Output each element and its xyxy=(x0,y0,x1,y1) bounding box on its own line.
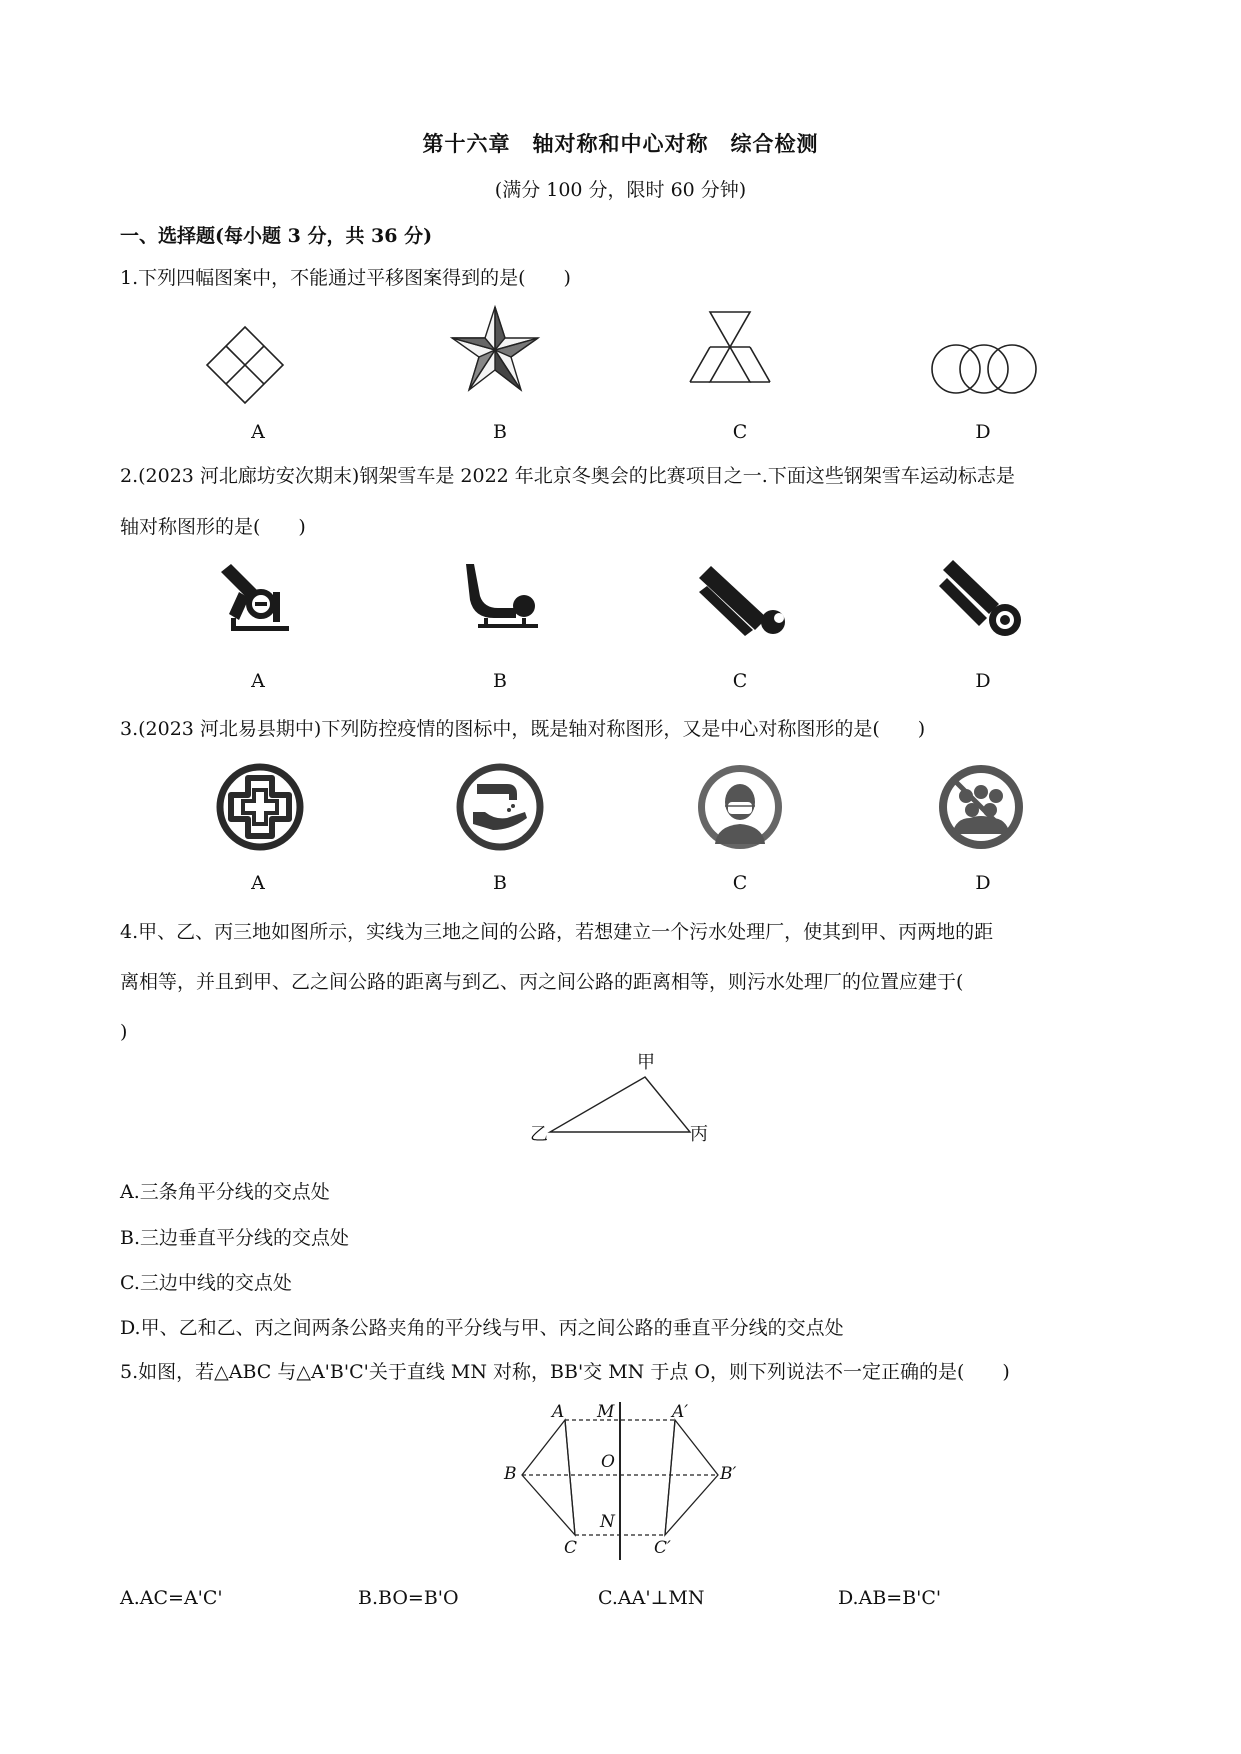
q1-figure-a-diamond-icon xyxy=(205,325,285,405)
page-subtitle: (满分 100 分，限时 60 分钟) xyxy=(494,179,747,201)
q5-point-b-prime: B′ xyxy=(720,1464,737,1484)
q5-point-c: C xyxy=(564,1538,578,1558)
q5-option-b: B.BO=B'O xyxy=(358,1587,459,1609)
q4-option-c: C.三边中线的交点处 xyxy=(120,1272,292,1294)
q4-option-d: D.甲、乙和乙、丙之间两条公路夹角的平分线与甲、丙之间公路的垂直平分线的交点处 xyxy=(120,1317,844,1339)
q3-figure-a-medical-cross-icon xyxy=(215,762,305,852)
question-2-line-1: 2.(2023 河北廊坊安次期末)钢架雪车是 2022 年北京冬奥会的比赛项目之一.下面这些钢架雪车运动标志是 xyxy=(120,465,1015,487)
q5-point-n: N xyxy=(600,1512,615,1532)
q4-option-b: B.三边垂直平分线的交点处 xyxy=(120,1227,350,1249)
q4-triangle-diagram xyxy=(545,1075,695,1145)
q3-figure-d-no-crowds-icon xyxy=(936,762,1026,852)
q1-figure-b-star-icon xyxy=(450,305,540,395)
question-3-text: 3.(2023 河北易县期中)下列防控疫情的图标中，既是轴对称图形，又是中心对称图形的是( ) xyxy=(120,718,926,740)
q2-figure-a-skeleton-sled-icon xyxy=(215,562,295,642)
page-title: 第十六章 轴对称和中心对称 综合检测 xyxy=(422,132,819,156)
q5-option-d: D.AB=B'C' xyxy=(838,1587,942,1609)
question-4-line-1: 4.甲、乙、丙三地如图所示，实线为三地之间的公路，若想建立一个污水处理厂，使其到甲、丙两地的距 xyxy=(120,921,994,943)
q2-figure-b-skeleton-sled-icon xyxy=(458,562,548,642)
q1-label-c: C xyxy=(732,421,748,443)
q5-point-o: O xyxy=(601,1452,615,1472)
question-4-line-2: 离相等，并且到甲、乙之间公路的距离与到乙、丙之间公路的距离相等，则污水处理厂的位置应建于( xyxy=(120,971,964,993)
q5-point-c-prime: C′ xyxy=(654,1538,671,1558)
q3-label-c: C xyxy=(732,872,748,894)
q4-point-jia: 甲 xyxy=(637,1052,655,1073)
q5-point-a-prime: A′ xyxy=(672,1402,689,1422)
q1-figure-c-triangles-icon xyxy=(690,310,770,396)
q1-figure-d-circles-icon xyxy=(930,343,1038,395)
section-heading: 一、选择题(每小题 3 分，共 36 分) xyxy=(120,225,433,247)
question-5-text: 5.如图，若△ABC 与△A'B'C'关于直线 MN 对称，BB'交 MN 于点 O，则下列说法不一定正确的是( ) xyxy=(120,1361,1010,1383)
q3-label-d: D xyxy=(975,872,991,894)
q1-label-d: D xyxy=(975,421,991,443)
q4-option-a: A.三条角平分线的交点处 xyxy=(120,1181,330,1203)
q3-label-b: B xyxy=(493,872,507,894)
q2-figure-d-skeleton-sled-icon xyxy=(937,556,1029,646)
q2-label-a: A xyxy=(251,670,265,692)
q3-label-a: A xyxy=(251,872,265,894)
q5-point-a: A xyxy=(552,1402,565,1422)
question-2-line-2: 轴对称图形的是( ) xyxy=(120,516,306,538)
q5-symmetry-diagram xyxy=(500,1400,750,1565)
question-1-text: 1.下列四幅图案中，不能通过平移图案得到的是( ) xyxy=(120,267,571,289)
q2-label-c: C xyxy=(732,670,748,692)
question-4-line-3: ) xyxy=(120,1021,128,1043)
q1-label-a: A xyxy=(251,421,265,443)
q5-option-c: C.AA'⊥MN xyxy=(598,1587,705,1609)
q3-figure-b-hand-washing-icon xyxy=(455,762,545,852)
q5-point-m: M xyxy=(597,1402,615,1422)
q5-option-a: A.AC=A'C' xyxy=(120,1587,223,1609)
q4-point-bing: 丙 xyxy=(690,1124,708,1145)
q5-point-b: B xyxy=(504,1464,517,1484)
q2-figure-c-skeleton-sled-icon xyxy=(695,562,791,642)
q1-label-b: B xyxy=(493,421,507,443)
q3-figure-c-masked-person-icon xyxy=(695,762,785,852)
q2-label-d: D xyxy=(975,670,991,692)
q2-label-b: B xyxy=(493,670,507,692)
q4-point-yi: 乙 xyxy=(530,1124,548,1145)
